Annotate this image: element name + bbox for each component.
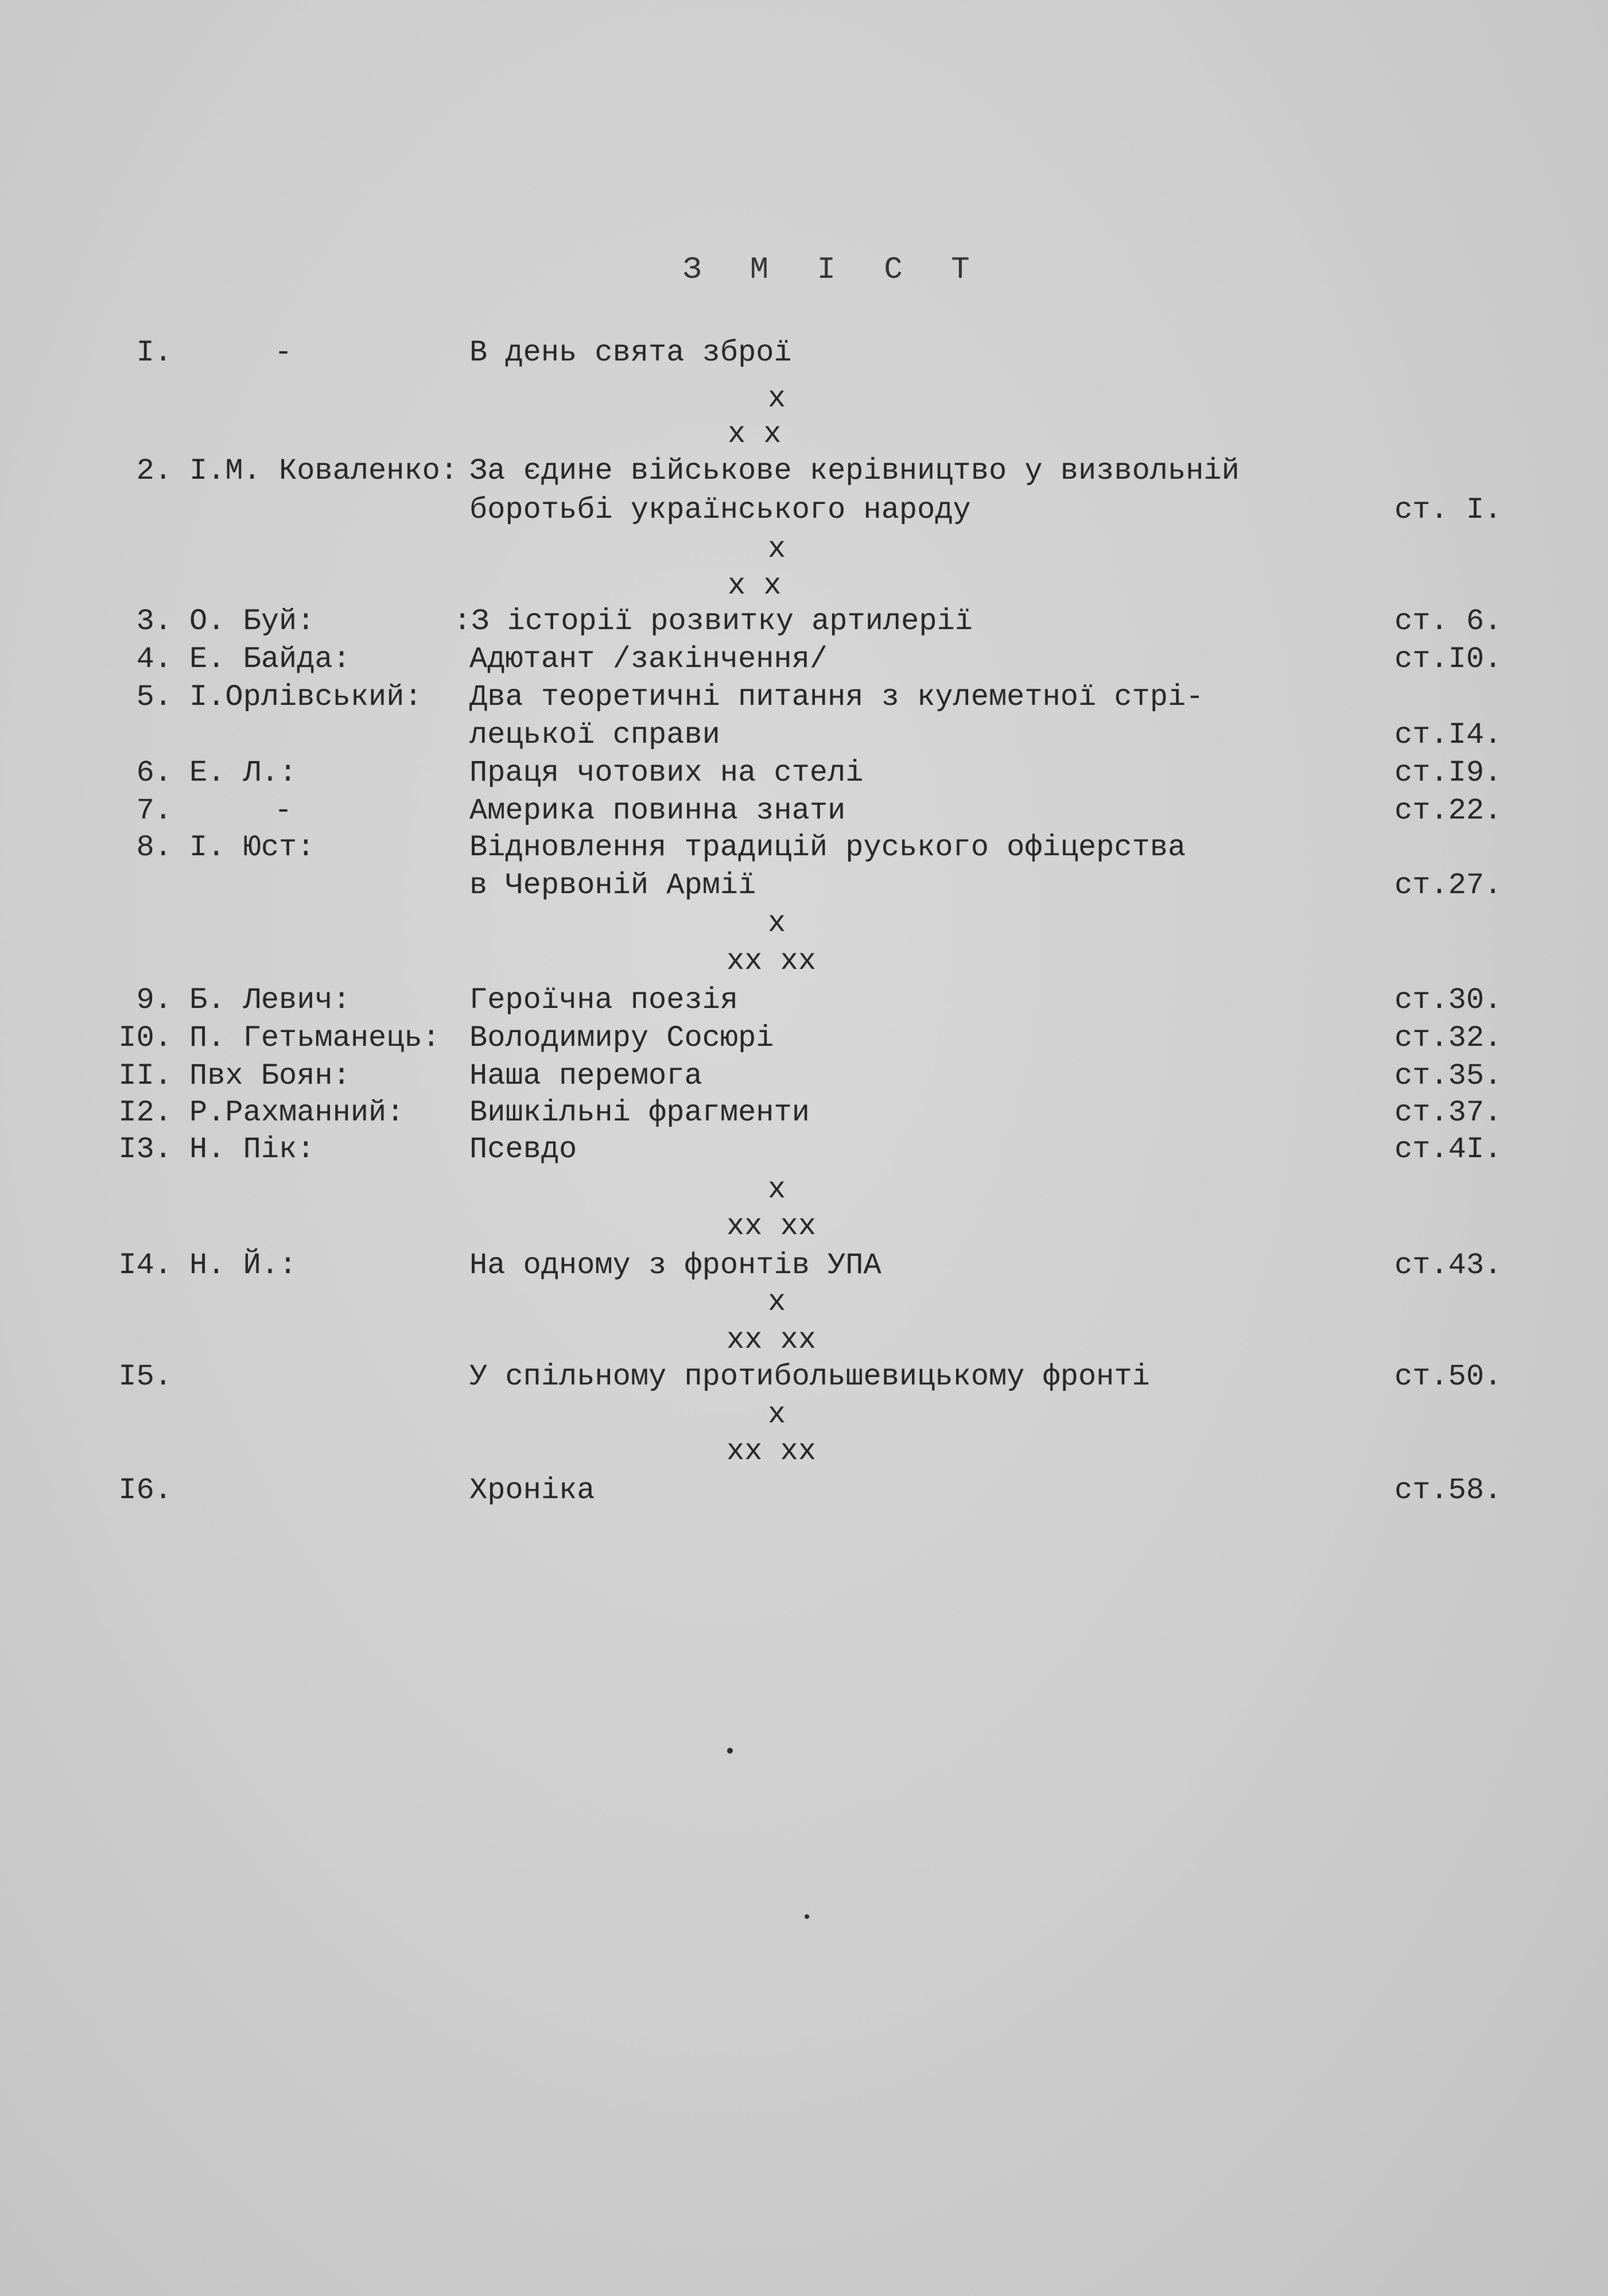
entry-title: Праця чотових на стелі: [469, 756, 864, 790]
entry-title: Два теоретичні питання з кулеметної стрі-: [469, 680, 1204, 714]
toc-entry: [0, 792, 1608, 830]
entry-page: ст.37.: [1395, 1096, 1502, 1130]
entry-number: I5.: [118, 1360, 172, 1394]
entry-title: Хроніка: [469, 1473, 595, 1507]
entry-title: Америка повинна знати: [469, 794, 846, 828]
entry-dash: -: [274, 794, 293, 828]
entry-title: Володимиру Сосюрі: [469, 1021, 774, 1055]
entry-author: Пвх Боян:: [189, 1059, 351, 1093]
toc-entry-continuation: [0, 716, 1608, 754]
entry-number: 9.: [136, 983, 172, 1017]
toc-entry-continuation: [0, 491, 1608, 529]
entry-title: На одному з фронтів УПА: [469, 1248, 881, 1282]
toc-entry: [0, 1094, 1608, 1132]
toc-entry: [0, 641, 1608, 678]
entry-author: Р.Рахманний:: [189, 1096, 405, 1130]
entry-title: Вишкільні фрагменти: [469, 1096, 810, 1130]
entry-number: 6.: [136, 756, 172, 790]
entry-title-line2: лецької справи: [469, 718, 720, 752]
entry-number: 3.: [136, 604, 172, 638]
toc-entry: [0, 982, 1608, 1019]
entry-author: I. Юст:: [189, 831, 315, 864]
entry-page: ст.22.: [1395, 794, 1502, 828]
separator: x: [768, 1285, 786, 1319]
toc-entry: [0, 452, 1608, 490]
entry-dash: -: [274, 336, 293, 370]
entry-title: Відновлення традицій руського офіцерства: [469, 831, 1186, 864]
entry-number: I0.: [118, 1021, 172, 1055]
page-title: З М І С Т: [683, 253, 985, 288]
entry-title-line2: боротьбі українського народу: [469, 493, 971, 527]
entry-number: I3.: [118, 1133, 172, 1166]
entry-page: ст.32.: [1395, 1021, 1502, 1055]
separator: x: [768, 1173, 786, 1207]
entry-page: ст.I9.: [1395, 756, 1502, 790]
entry-page: ст.27.: [1395, 868, 1502, 902]
toc-entry: [0, 1019, 1608, 1057]
entry-number: 4.: [136, 642, 172, 676]
entry-title: У спільному протибольшевицькому фронті: [469, 1360, 1150, 1394]
toc-entry: [0, 603, 1608, 641]
toc-entry: [0, 1247, 1608, 1285]
entry-number: 8.: [136, 831, 172, 864]
entry-author: Е. Л.:: [189, 756, 297, 790]
entry-author: Б. Левич:: [189, 983, 351, 1017]
entry-title: В день свята зброї: [469, 336, 792, 370]
toc-entry: [0, 678, 1608, 716]
entry-title: :З історії розвитку артилерії: [453, 604, 973, 638]
entry-page: ст.58.: [1395, 1473, 1502, 1507]
entry-author: Е. Байда:: [189, 642, 351, 676]
entry-author: Н. Пік:: [189, 1133, 315, 1166]
separator: x: [768, 1398, 786, 1432]
separator: x: [768, 382, 786, 416]
entry-title: Наша перемога: [469, 1059, 702, 1093]
toc-entry: [0, 334, 1608, 372]
entry-number: I.: [136, 336, 172, 370]
toc-entry: [0, 1131, 1608, 1169]
entry-number: 7.: [136, 794, 172, 828]
entry-number: II.: [118, 1059, 172, 1093]
entry-page: ст. 6.: [1395, 604, 1502, 638]
separator: xx xx: [727, 1209, 817, 1243]
entry-title: Адютант /закінчення/: [469, 642, 828, 676]
entry-page: ст.30.: [1395, 983, 1502, 1017]
entry-author: О. Буй:: [189, 604, 315, 638]
paper-speck: [805, 1914, 809, 1919]
entry-author: Н. Й.:: [189, 1248, 297, 1282]
separator: xx xx: [727, 944, 817, 978]
toc-entry: [0, 829, 1608, 867]
toc-entry: [0, 1057, 1608, 1095]
paper-speck: [727, 1748, 733, 1754]
entry-number: 5.: [136, 680, 172, 714]
separator: xx xx: [727, 1434, 817, 1468]
entry-page: ст.I0.: [1395, 642, 1502, 676]
entry-page: ст.50.: [1395, 1360, 1502, 1394]
entry-page: ст.I4.: [1395, 718, 1502, 752]
toc-entry: [0, 754, 1608, 792]
toc-entry: [0, 1472, 1608, 1510]
separator: x x: [728, 569, 782, 603]
toc-entry-continuation: [0, 867, 1608, 905]
entry-number: I6.: [118, 1473, 172, 1507]
entry-page: ст.35.: [1395, 1059, 1502, 1093]
entry-title: Псевдо: [469, 1133, 577, 1166]
separator: x: [768, 906, 786, 940]
entry-number: 2.: [136, 454, 172, 488]
entry-page: ст.4I.: [1395, 1133, 1502, 1166]
separator: x: [768, 532, 786, 566]
entry-number: I4.: [118, 1248, 172, 1282]
entry-number: I2.: [118, 1096, 172, 1130]
entry-title-line2: в Червоній Армії: [469, 868, 756, 902]
entry-title: За єдине військове керівництво у визвольній: [469, 454, 1240, 488]
separator: x x: [728, 417, 782, 451]
entry-author: I.Орлівський:: [189, 680, 422, 714]
toc-entry: [0, 1358, 1608, 1396]
separator: xx xx: [727, 1323, 817, 1357]
entry-page: ст. I.: [1395, 493, 1502, 527]
entry-author: П. Гетьманець:: [189, 1021, 440, 1055]
entry-author: I.М. Коваленко:: [189, 454, 459, 488]
entry-page: ст.43.: [1395, 1248, 1502, 1282]
entry-title: Героїчна поезія: [469, 983, 739, 1017]
